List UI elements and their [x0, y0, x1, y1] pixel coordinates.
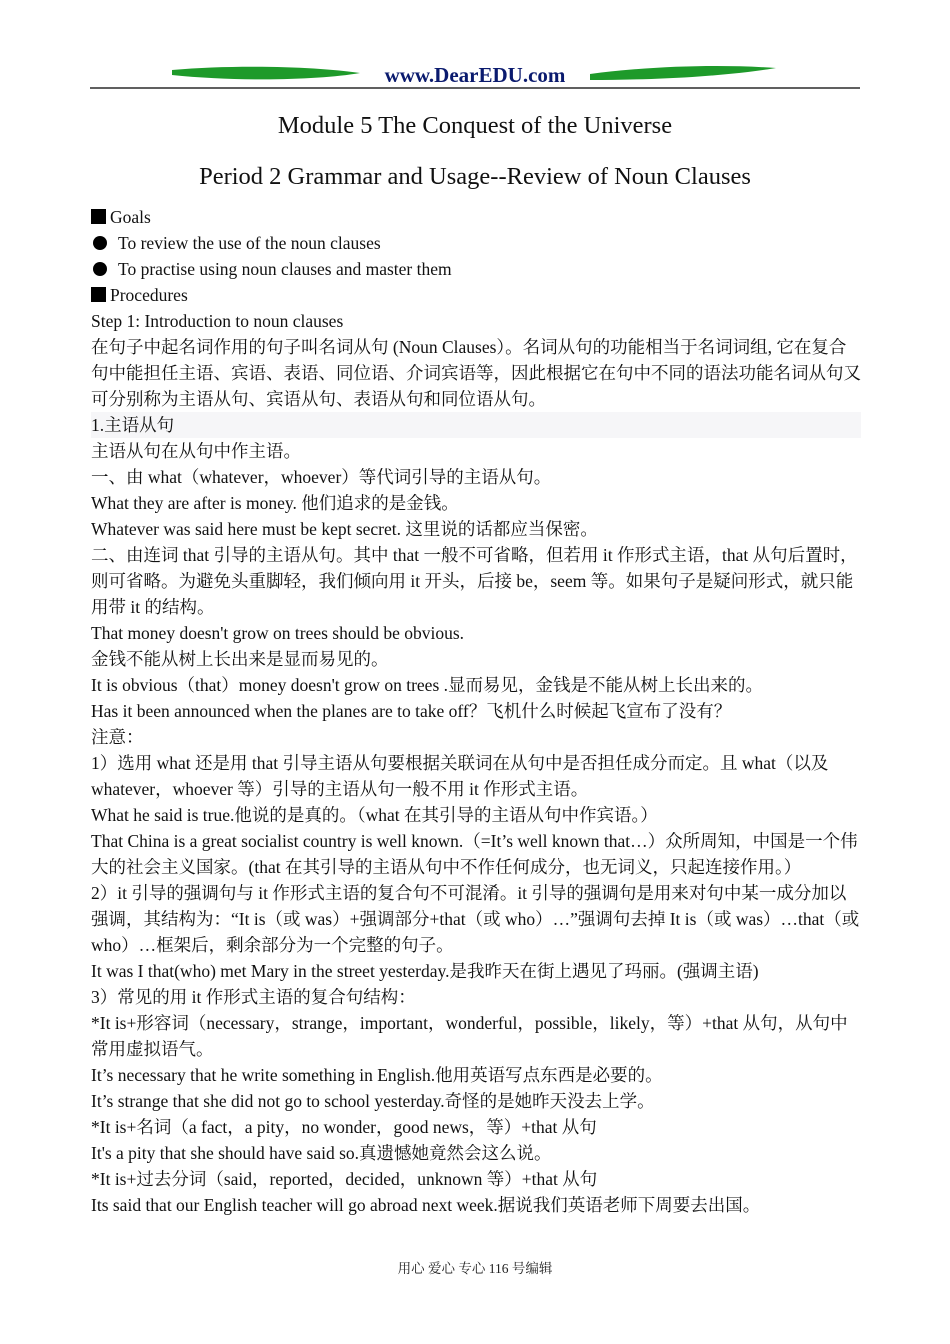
goal-item — [91, 230, 861, 256]
note-heading: 注意： — [91, 727, 144, 747]
black-square-icon — [91, 287, 106, 302]
example-sentence: It is obvious（that）money doesn't grow on trees .显而易见，金钱是不能从树上长出来的。 — [91, 675, 763, 695]
paragraph: 在句子中起名词作用的句子叫名词从句 (Noun Clauses）。名词从句的功能相当于名词词组, 它在复合句中能担任主语、宾语、表语、同位语、介词宾语等，因此根据它在句中不同的语法功能名词从句又可分别称为主语从句、宾语从句、表语从句和同位语从句。 — [91, 337, 861, 409]
bullet-icon — [93, 262, 107, 276]
paragraph: *It is+形容词（necessary，strange，important，wonderful，possible，likely，等）+that 从句，从句中常用虚拟语气。 — [91, 1013, 848, 1059]
step-heading: Step 1: Introduction to noun clauses — [91, 311, 344, 331]
page-footer: 用心 爱心 专心 116 号编辑 — [397, 1261, 553, 1276]
paragraph: *It is+名词（a fact，a pity，no wonder，good news，等）+that 从句 — [91, 1117, 597, 1137]
paragraph: *It is+过去分词（said，reported，decided，unknown 等）+that 从句 — [91, 1169, 598, 1189]
paragraph: 3）常见的用 it 作形式主语的复合句结构： — [91, 987, 416, 1007]
paragraph: 一、由 what（whatever，whoever）等代词引导的主语从句。 — [91, 467, 552, 487]
goals-heading-line — [91, 204, 861, 230]
example-sentence: It’s strange that she did not go to school yesterday.奇怪的是她昨天没去上学。 — [91, 1091, 655, 1111]
goal-text: To practise using noun clauses and master them — [118, 259, 452, 279]
paragraph: 二、由连词 that 引导的主语从句。其中 that 一般不可省略，但若用 it 作形式主语，that 从句后置时，则可省略。为避免头重脚轻，我们倾向用 it 开头，后接 be，seem 等。如果句子是疑问形式，就只能用带 it 的结构。 — [91, 545, 858, 617]
header-banner — [90, 58, 860, 94]
example-sentence: It was I that(who) met Mary in the street yesterday.是我昨天在街上遇见了玛丽。(强调主语) — [91, 961, 759, 981]
example-sentence: Whatever was said here must be kept secret. 这里说的话都应当保密。 — [91, 519, 598, 539]
module-title: Module 5 The Conquest of the Universe — [277, 112, 673, 139]
title-block — [90, 108, 860, 195]
example-sentence: What they are after is money. 他们追求的是金钱。 — [91, 493, 459, 513]
left-swoosh — [172, 67, 360, 80]
example-sentence: That money doesn't grow on trees should be obvious. — [91, 623, 465, 643]
paragraph: 主语从句在从句中作主语。 — [91, 441, 301, 461]
bullet-icon — [93, 236, 107, 250]
example-sentence: That China is a great socialist country is well known.（=It’s well known that…）众所周知，中国是一个伟大的社会主义国家。(that 在其引导的主语从句中不作任何成分，也无词义，只起连接作用。） — [91, 831, 858, 877]
example-sentence: Has it been announced when the planes are to take off？飞机什么时候起飞宣布了没有？ — [91, 701, 732, 721]
logo-text: www.DearEDU.com — [384, 63, 566, 87]
goals-heading: Goals — [110, 207, 151, 227]
document-content — [91, 204, 861, 1218]
example-sentence: It’s necessary that he write something in English.他用英语写点东西是必要的。 — [91, 1065, 663, 1085]
section-heading: 1.主语从句 — [91, 412, 861, 438]
procedures-heading-line — [91, 282, 861, 308]
procedures-heading: Procedures — [110, 285, 188, 305]
paragraph: 2）it 引导的强调句与 it 作形式主语的复合句不可混淆。it 引导的强调句是用来对句中某一成分加以强调，其结构为：“It is（或 was）+强调部分+that（或 who）…”强调句去掉 It is（或 was）…that（或 who）…框架后，剩余部分为一个完整的句子。 — [91, 883, 860, 955]
site-logo — [90, 58, 860, 94]
right-swoosh — [590, 66, 776, 80]
goal-text: To review the use of the noun clauses — [118, 233, 381, 253]
black-square-icon — [91, 209, 106, 224]
example-sentence: Its said that our English teacher will go abroad next week.据说我们英语老师下周要去出国。 — [91, 1195, 761, 1215]
paragraph: 1）选用 what 还是用 that 引导主语从句要根据关联词在从句中是否担任成分而定。且 what（以及 whatever，whoever 等）引导的主语从句一般不用 it 作形式主语。 — [91, 753, 829, 799]
example-sentence: What he said is true.他说的是真的。（what 在其引导的主语从句中作宾语。） — [91, 805, 658, 825]
goal-item — [91, 256, 861, 282]
example-sentence: It's a pity that she should have said so.真遗憾她竟然会这么说。 — [91, 1143, 552, 1163]
example-sentence: 金钱不能从树上长出来是显而易见的。 — [91, 649, 389, 669]
period-title: Period 2 Grammar and Usage--Review of Noun Clauses — [199, 163, 751, 190]
